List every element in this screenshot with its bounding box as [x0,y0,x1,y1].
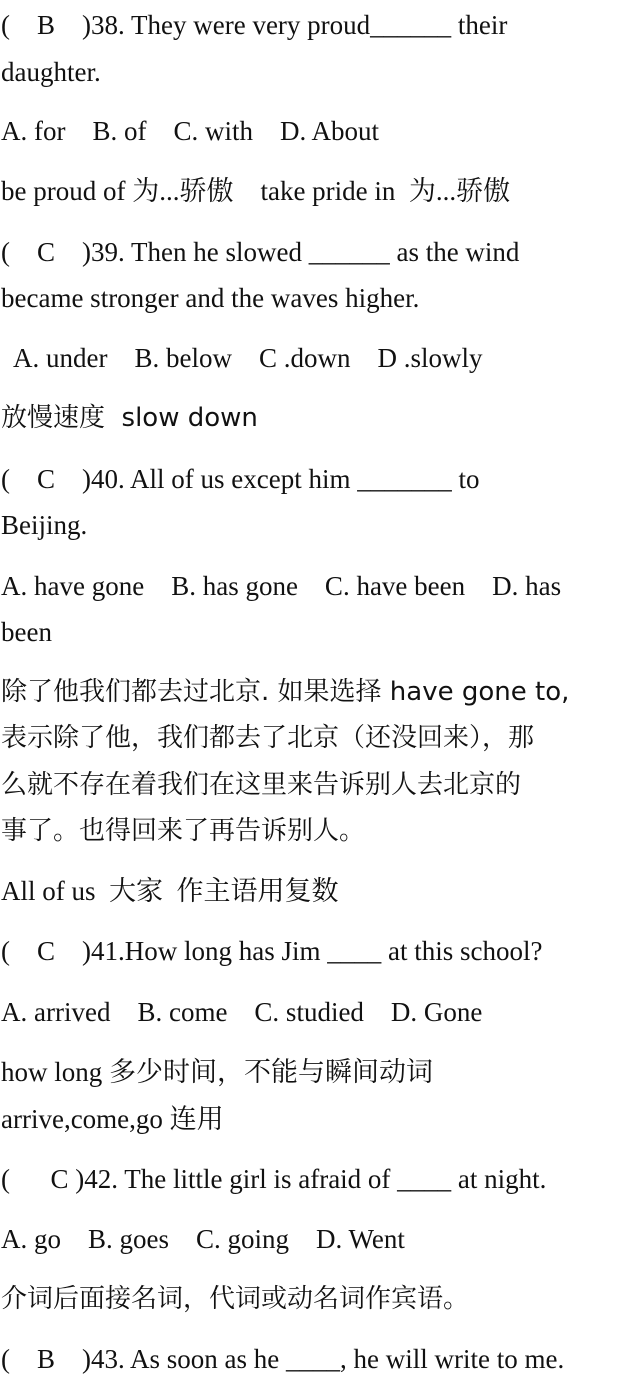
question-40-stem: ( C )40. All of us except him _______ to [1,464,480,494]
question-41-explanation-continued: arrive,come,go 连用 [1,1104,224,1134]
question-43-stem: ( B )43. As soon as he ____, he will write to me. [1,1344,565,1374]
question-39-options: A. under B. below C .down D .slowly [1,343,483,373]
question-40-explanation-line-1: 除了他我们都去过北京. 如果选择 have gone to, [1,677,570,707]
question-38-stem: ( B )38. They were very proud______ their [1,10,508,40]
question-39-explanation: 放慢速度 slow down [1,403,258,433]
question-39-stem-continued: became stronger and the waves higher. [1,283,420,313]
question-39-stem: ( C )39. Then he slowed ______ as the wind [1,237,520,267]
question-42-explanation: 介词后面接名词，代词或动名词作宾语。 [1,1284,470,1314]
question-40-explanation-line-4: 事了。也得回来了再告诉别人。 [1,816,366,846]
question-40-options-continued: been [1,617,52,647]
question-40-options: A. have gone B. has gone C. have been D. has [1,571,562,601]
question-42-stem: ( C )42. The little girl is afraid of ____ at night. [1,1164,547,1194]
question-42-options: A. go B. goes C. going D. Went [1,1224,405,1254]
question-40-explanation-line-2: 表示除了他，我们都去了北京（还没回来），那 [1,723,535,753]
question-38-stem-continued: daughter. [1,57,101,87]
question-40-stem-continued: Beijing. [1,510,88,540]
question-40-note: All of us 大家 作主语用复数 [1,876,339,906]
question-38-options: A. for B. of C. with D. About [1,116,379,146]
question-38-explanation: be proud of 为...骄傲 take pride in 为...骄傲 [1,176,511,206]
question-41-explanation: how long 多少时间，不能与瞬间动词 [1,1057,433,1087]
question-41-options: A. arrived B. come C. studied D. Gone [1,997,483,1027]
question-41-stem: ( C )41.How long has Jim ____ at this school? [1,936,543,966]
question-40-explanation-line-3: 么就不存在着我们在这里来告诉别人去北京的 [1,770,522,800]
